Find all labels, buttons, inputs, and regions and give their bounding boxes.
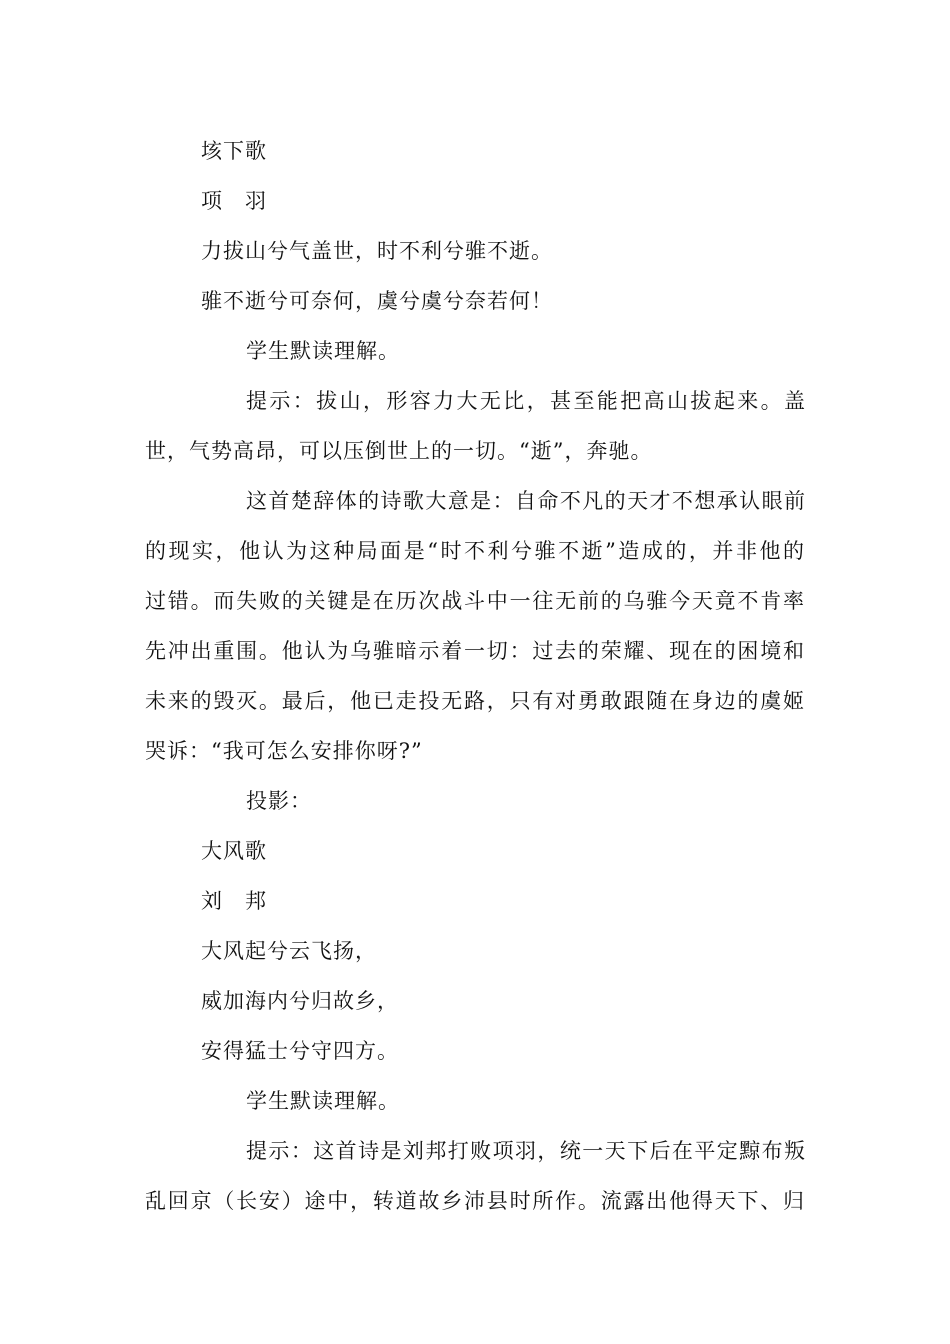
poem-title-dafengge: 大风歌: [201, 839, 267, 863]
paragraph-line: 提示：拔山，形容力大无比，甚至能把高山拔起来。盖: [246, 389, 806, 413]
poem-author-xiangyu: 项 羽: [201, 189, 267, 213]
instruction-line: 投影：: [246, 789, 312, 813]
poem-line: 威加海内兮归故乡，: [201, 989, 399, 1013]
poem-title-gaixiage: 垓下歌: [201, 139, 267, 163]
paragraph-line: 提示：这首诗是刘邦打败项羽，统一天下后在平定黥布叛: [246, 1139, 806, 1163]
poem-line: 大风起兮云飞扬，: [201, 939, 377, 963]
paragraph-line: 乱回京（长安）途中，转道故乡沛县时所作。流露出他得天下、归: [145, 1189, 805, 1213]
paragraph-line: 先冲出重围。他认为乌骓暗示着一切：过去的荣耀、现在的困境和: [145, 639, 805, 663]
poem-line: 骓不逝兮可奈何，虞兮虞兮奈若何！: [201, 289, 553, 313]
paragraph-line: 未来的毁灭。最后，他已走投无路，只有对勇敢跟随在身边的虞姬: [145, 689, 805, 713]
instruction-line: 学生默读理解。: [246, 339, 400, 363]
poem-line: 安得猛士兮守四方。: [201, 1039, 399, 1063]
paragraph-line: 这首楚辞体的诗歌大意是：自命不凡的天才不想承认眼前: [246, 489, 806, 513]
instruction-line: 学生默读理解。: [246, 1089, 400, 1113]
paragraph-line: 的现实，他认为这种局面是“时不利兮骓不逝”造成的，并非他的: [145, 539, 805, 563]
paragraph-line: 世，气势高昂，可以压倒世上的一切。“逝”，奔驰。: [145, 439, 653, 463]
poem-author-liubang: 刘 邦: [201, 889, 267, 913]
poem-line: 力拔山兮气盖世，时不利兮骓不逝。: [201, 239, 553, 263]
paragraph-line: 过错。而失败的关键是在历次战斗中一往无前的乌骓今天竟不肯率: [145, 589, 805, 613]
paragraph-line: 哭诉：“我可怎么安排你呀?”: [145, 739, 423, 763]
